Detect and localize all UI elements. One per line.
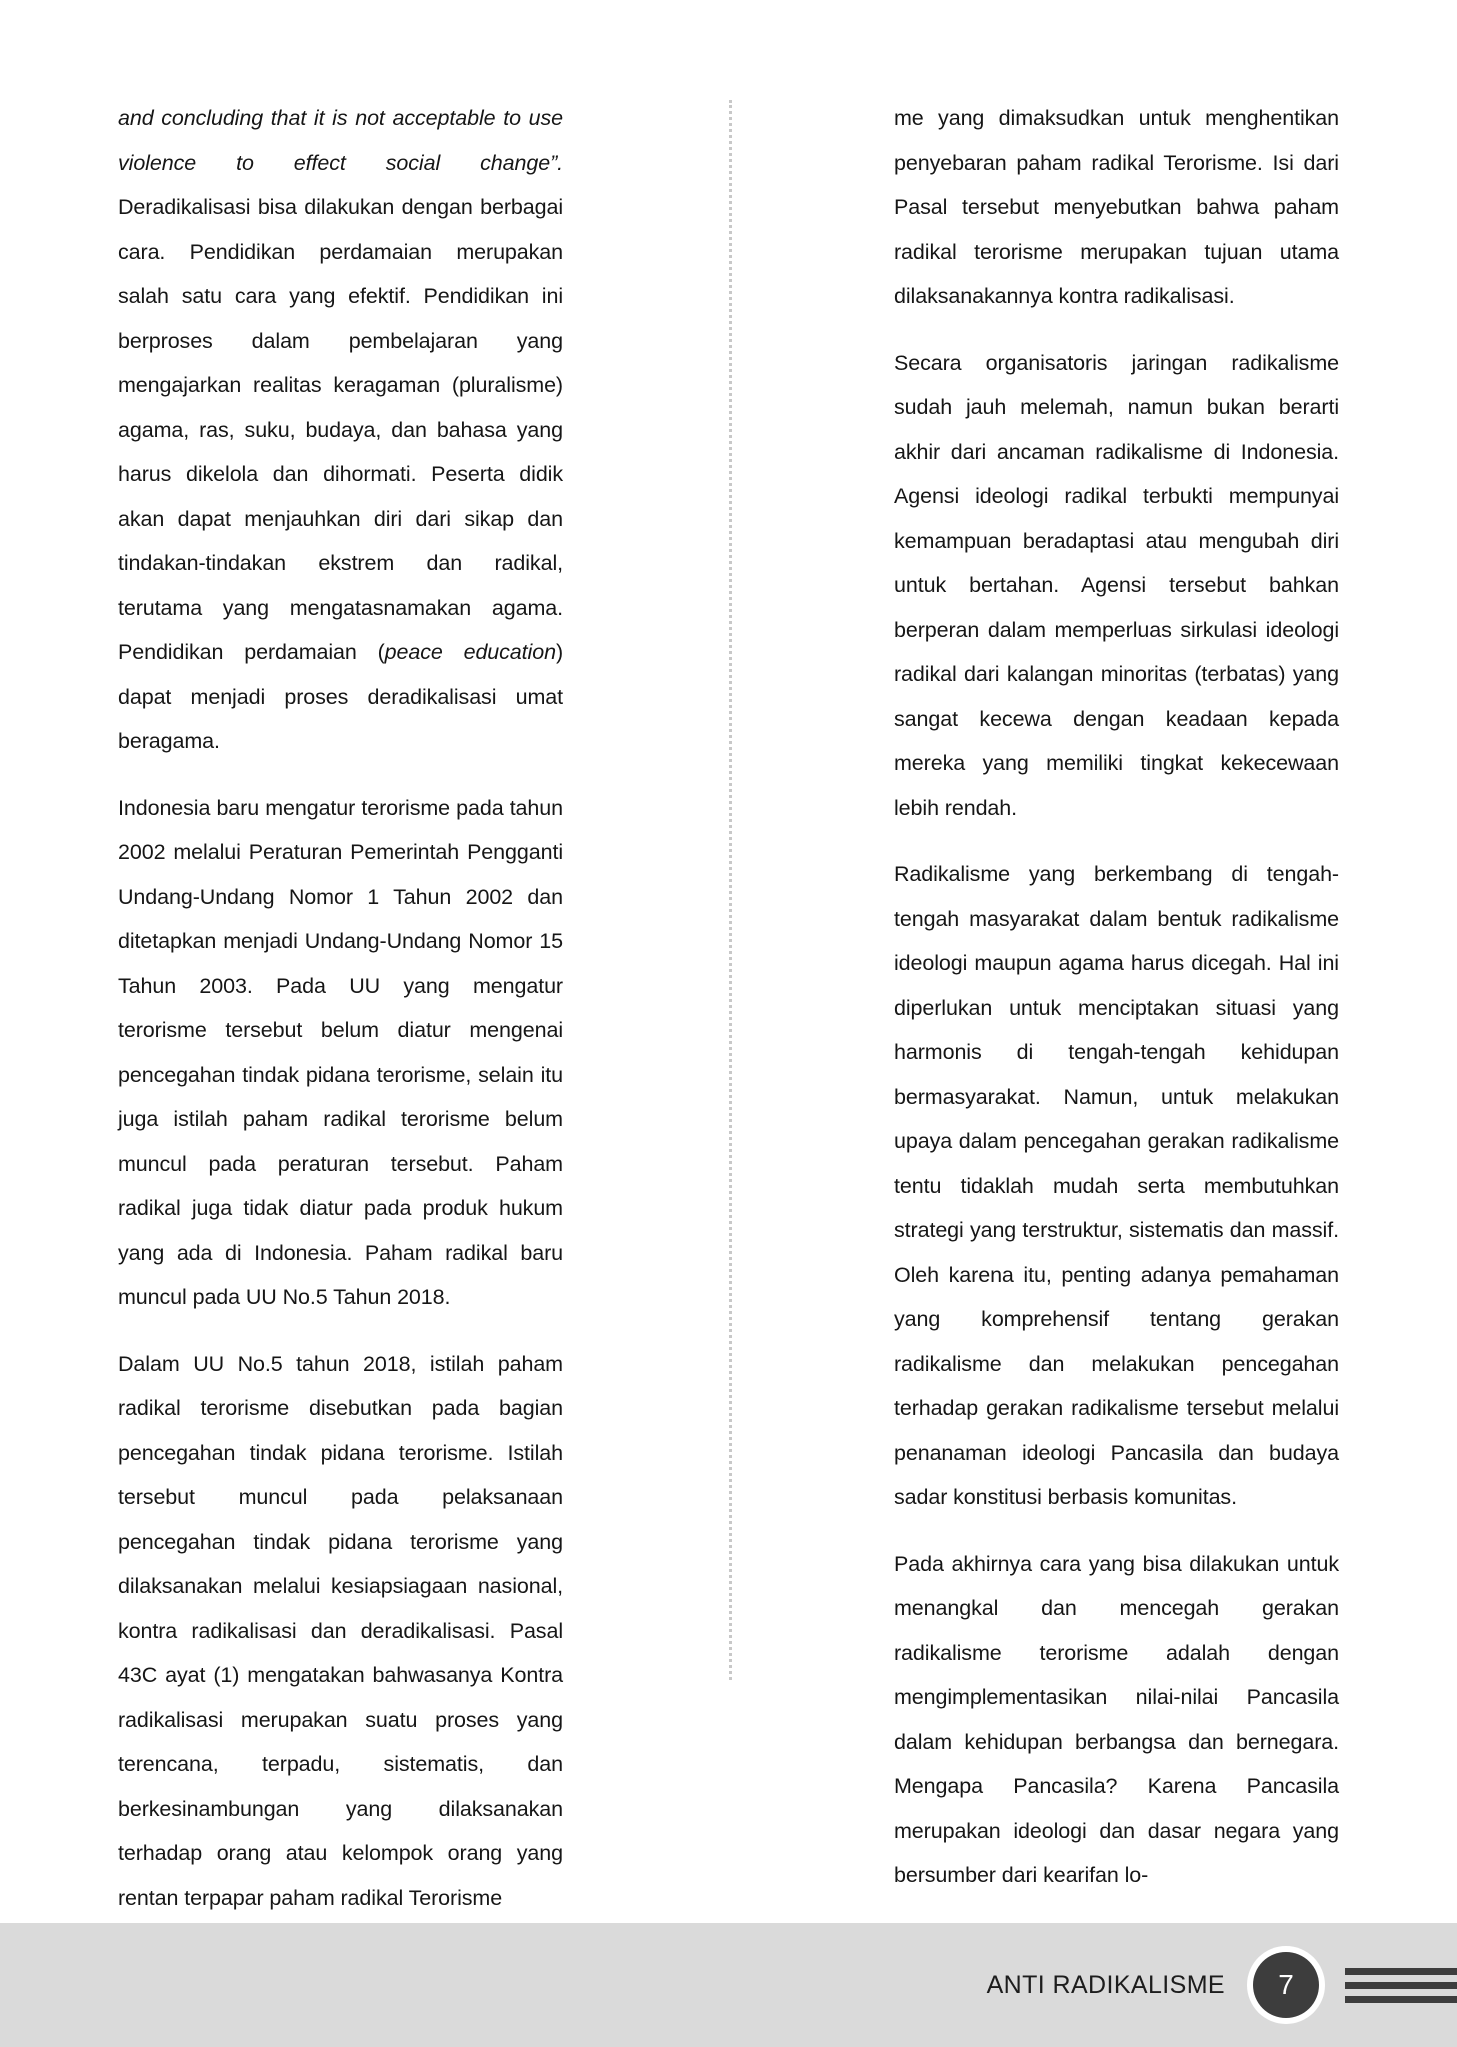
two-column-body [118, 96, 1339, 1910]
paragraph: Pada akhirnya cara yang bisa dilakukan untuk menangkal dan mencegah gerakan radikalisme terorisme adalah dengan mengimplementasikan nilai-nilai Pancasila dalam kehidupan berbangsa dan bernegara. Mengapa Pancasila? Karena Pancasila merupakan ideologi dan dasar negara yang bersumber dari kearifan lo- [894, 1551, 1339, 1887]
footer-bar [1345, 1968, 1457, 1975]
paragraph [118, 96, 563, 764]
paragraph: Radikalisme yang berkembang di tengah-tengah masyarakat dalam bentuk radikalisme ideologi maupun agama harus dicegah. Hal ini diperlukan untuk menciptakan situasi yang harmonis di tengah-tengah kehidupan bermasyarakat. Namun, untuk melakukan upaya dalam pencegahan gerakan radikalisme tentu tidaklah mudah serta membutuhkan strategi yang terstruktur, sistematis dan massif. Oleh karena itu, penting adanya pemahaman yang komprehensif tentang gerakan radikalisme dan melakukan pencegahan terhadap gerakan radikalisme tersebut melalui penanaman ideologi Pancasila dan budaya sadar konstitusi berbasis komunitas. [894, 862, 1339, 1509]
footer-content [987, 1923, 1457, 2047]
paragraph: Indonesia baru mengatur terorisme pada tahun 2002 melalui Peraturan Pemerintah Pengganti Undang-Undang Nomor 1 Tahun 2002 dan ditetapkan menjadi Undang-Undang Nomor 15 Tahun 2003. Pada UU yang mengatur terorisme tersebut belum diatur mengenai pencegahan tindak pidana terorisme, selain itu juga istilah paham radikal terorisme belum muncul pada peraturan tersebut. Paham radikal juga tidak diatur pada produk hukum yang ada di Indonesia. Paham radikal baru muncul pada UU No.5 Tahun 2018. [118, 795, 563, 1309]
column-divider [563, 96, 894, 1886]
italic-term-peace-education: peace education [384, 640, 556, 664]
paragraph: me yang dimaksudkan untuk menghentikan penyebaran paham radikal Terorisme. Isi dari Pasal tersebut menyebutkan bahwa paham radikal terorisme merupakan tujuan utama dilaksanakannya kontra radikalisasi. [894, 106, 1339, 308]
left-column [118, 96, 563, 1920]
page-number: 7 [1278, 1969, 1294, 2000]
page-footer [0, 1923, 1457, 2047]
paragraph-text: Deradikalisasi bisa dilakukan dengan berbagai cara. Pendidikan perdamaian merupakan salah satu cara yang efektif. Pendidikan ini berproses dalam pembelajaran yang mengajarkan realitas keragaman (pluralisme) agama, ras, suku, budaya, dan bahasa yang harus dikelola dan dihormati. Peserta didik akan dapat menjauhkan diri dari sikap dan tindakan-tindakan ekstrem dan radikal, terutama yang mengatasnamakan agama. Pendidikan perdamaian ( [118, 195, 563, 664]
dotted-rule [729, 100, 732, 1680]
paragraph-tail: ) dapat menjadi proses deradikalisasi umat beragama. [118, 640, 563, 753]
paragraph: Dalam UU No.5 tahun 2018, istilah paham radikal terorisme disebutkan pada bagian pencegahan tindak pidana terorisme. Istilah tersebut muncul pada pelaksanaan pencegahan tindak pidana terorisme yang dilaksanakan melalui kesiapsiagaan nasional, kontra radikalisasi dan deradikalisasi. Pasal 43C ayat (1) mengatakan bahwasanya Kontra radikalisasi merupakan suatu proses yang terencana, terpadu, sistematis, dan berkesinambungan yang dilaksanakan terhadap orang atau kelompok orang yang rentan terpapar paham radikal Terorisme [118, 1351, 563, 1910]
footer-bar [1345, 1982, 1457, 1989]
footer-bars-decoration [1345, 1968, 1457, 2003]
paragraph: Secara organisatoris jaringan radikalisme sudah jauh melemah, namun bukan berarti akhir dari ancaman radikalisme di Indonesia. Agensi ideologi radikal terbukti mempunyai kemampuan beradaptasi atau mengubah diri untuk bertahan. Agensi tersebut bahkan berperan dalam memperluas sirkulasi ideologi radikal dari kalangan minoritas (terbatas) yang sangat kecewa dengan keadaan kepada mereka yang memiliki tingkat kekecewaan lebih rendah. [894, 350, 1339, 820]
footer-bar [1345, 1996, 1457, 2003]
footer-title: ANTI RADIKALISME [986, 1970, 1225, 1999]
page-number-badge [1253, 1952, 1319, 2018]
italic-quote-lead: and concluding that it is not acceptable to use violence to effect social change”. [118, 106, 563, 175]
right-column [894, 96, 1339, 1898]
